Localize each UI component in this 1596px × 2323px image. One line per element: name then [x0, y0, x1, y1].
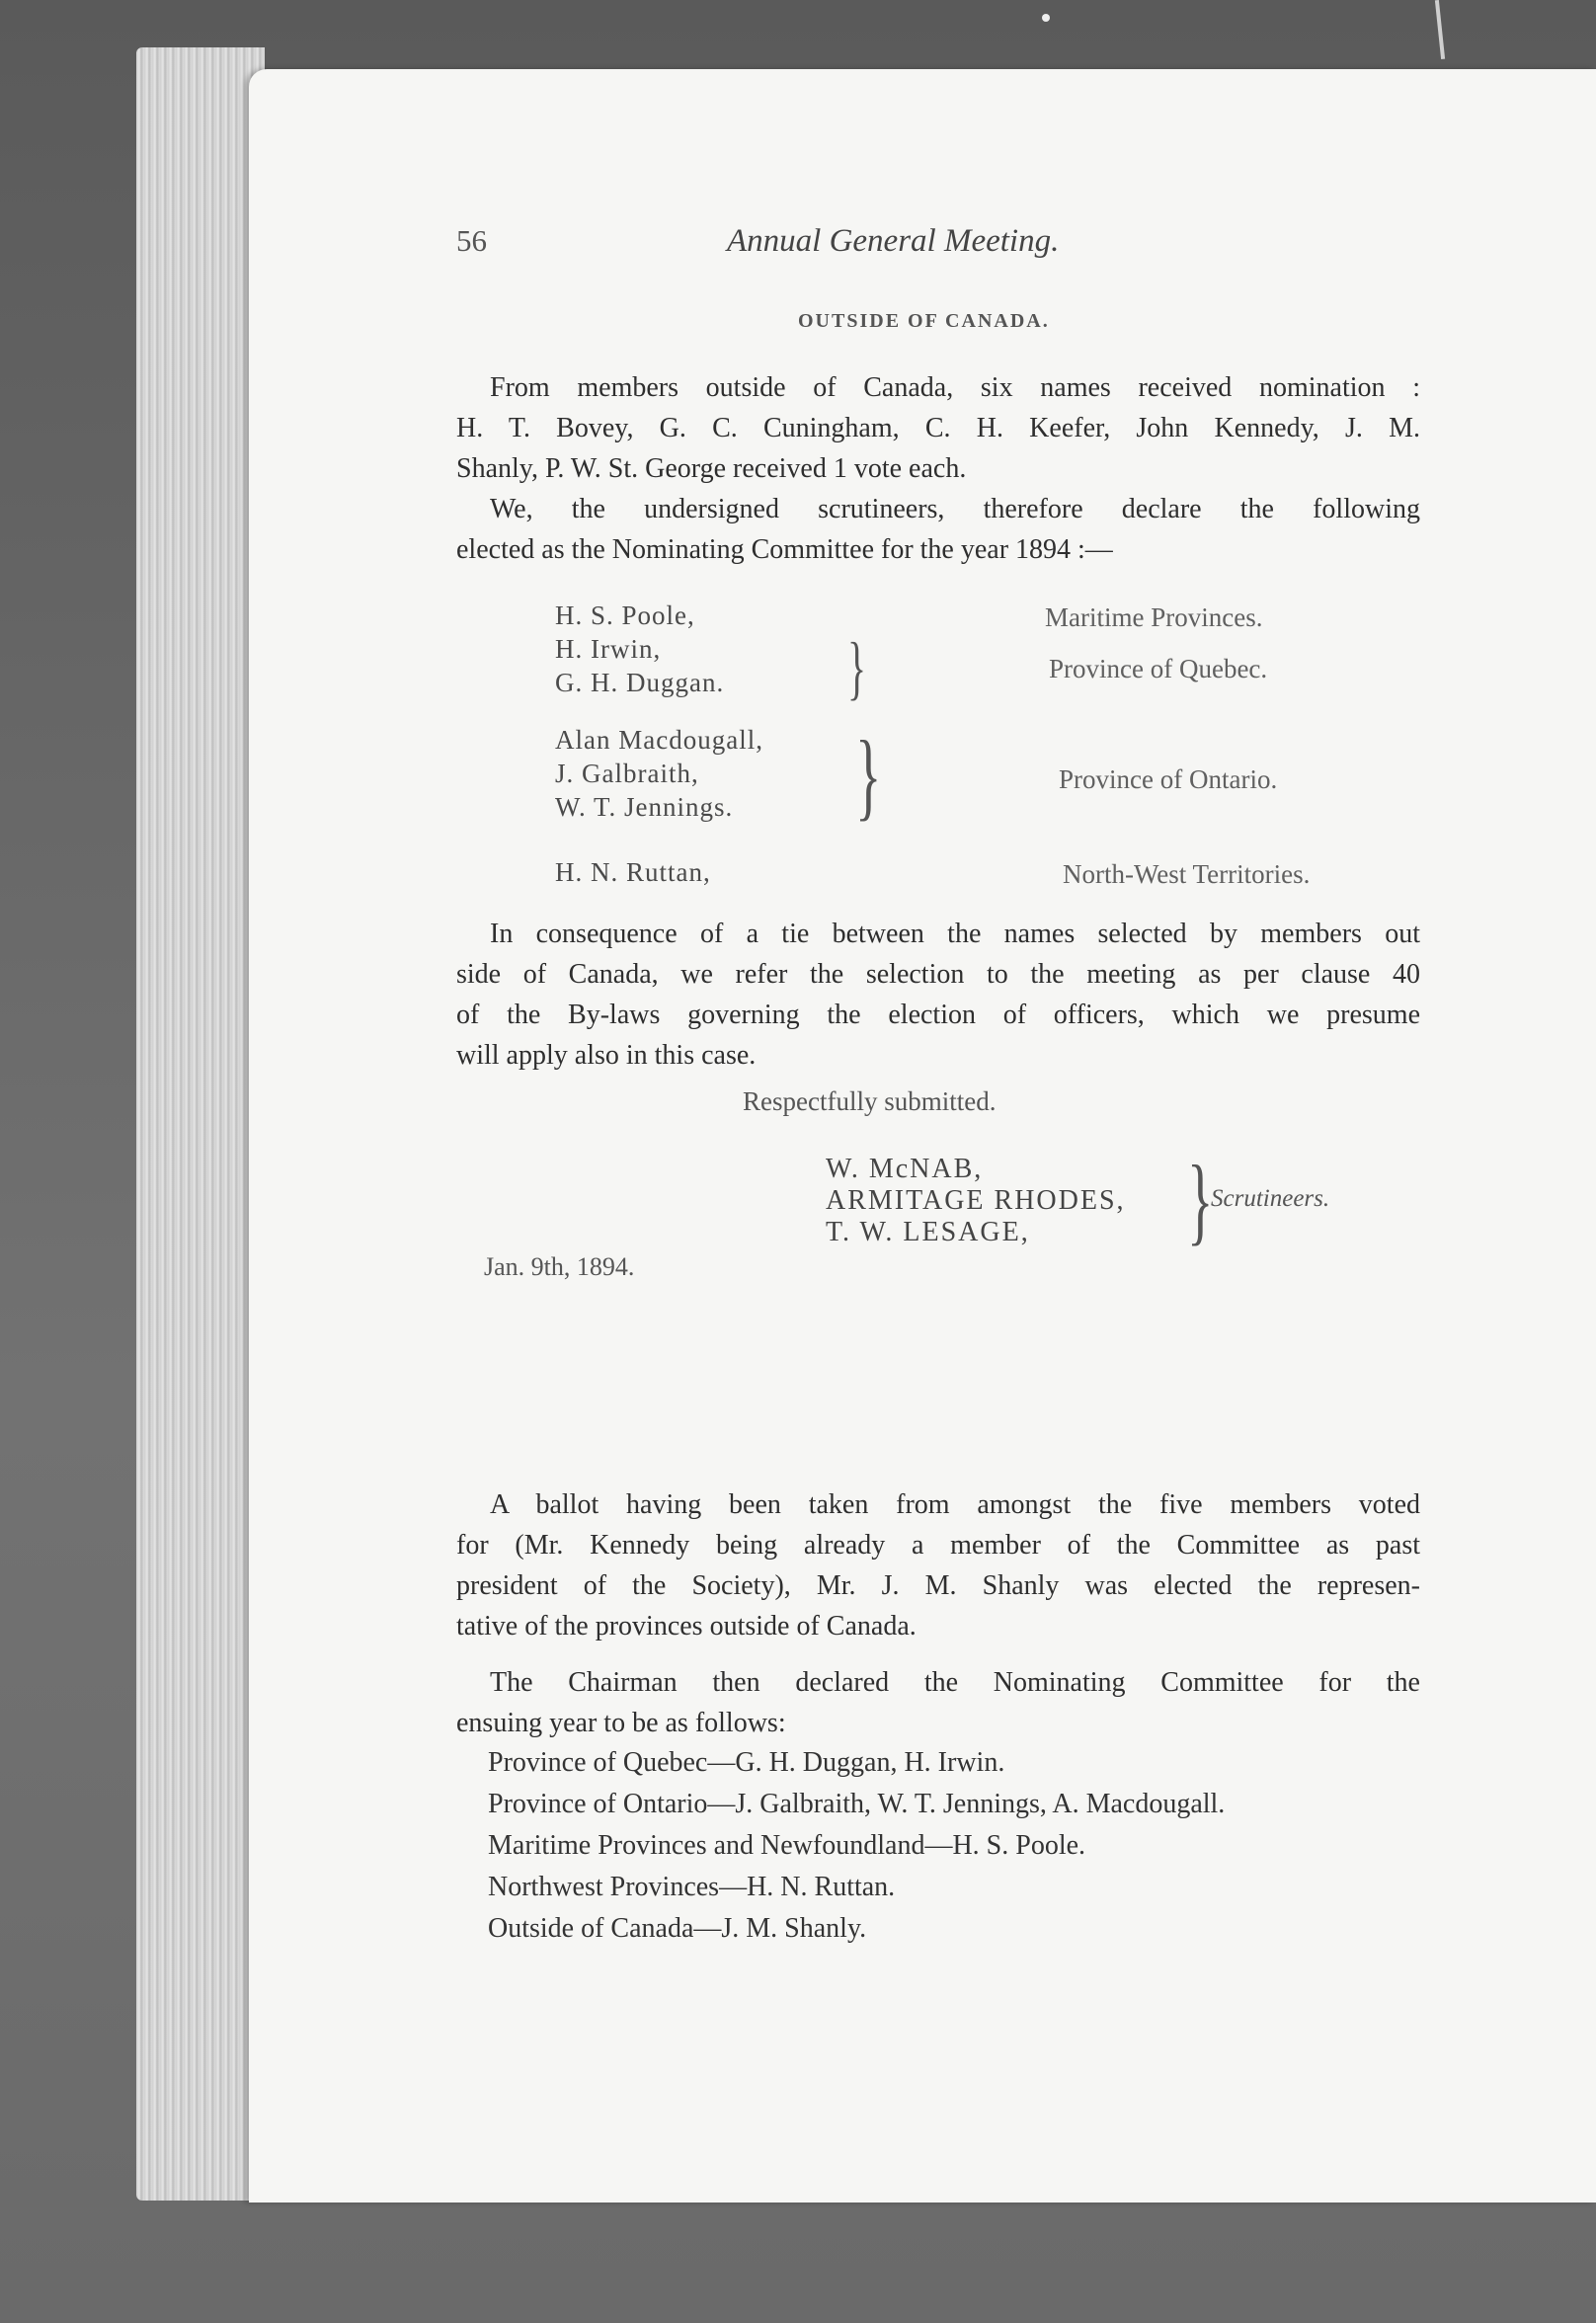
scrutineers-role: Scrutineers.	[1211, 1185, 1330, 1212]
committee-name: H. Irwin,	[555, 634, 662, 664]
signoff: Respectfully submitted.	[743, 1086, 997, 1116]
text-line: We, the undersigned scrutineers, therefore declare the following	[490, 494, 1420, 524]
committee-region: Maritime Provinces.	[1045, 602, 1263, 632]
section-heading: OUTSIDE OF CANADA.	[798, 310, 1050, 332]
book-page-edges	[136, 47, 265, 2201]
brace-quebec: }	[847, 628, 867, 707]
final-committee-line: Outside of Canada—J. M. Shanly.	[488, 1913, 867, 1944]
final-committee-line: Province of Quebec—G. H. Duggan, H. Irwin.	[488, 1747, 1005, 1778]
committee-region: North-West Territories.	[1063, 859, 1311, 889]
scrutineer-name: W. McNAB,	[826, 1154, 984, 1184]
committee-region: Province of Ontario.	[1059, 764, 1278, 794]
text-line: Shanly, P. W. St. George received 1 vote each.	[456, 453, 967, 484]
brace-scrutineers: }	[1187, 1145, 1214, 1254]
text-line: of the By-laws governing the election of officers, which we presume	[456, 1000, 1420, 1030]
final-committee-line: Maritime Provinces and Newfoundland—H. S. Poole.	[488, 1830, 1086, 1861]
committee-name: G. H. Duggan.	[555, 668, 725, 697]
dust-speck	[1042, 14, 1050, 22]
paragraph-ballot	[456, 1484, 1420, 1646]
committee-name: H. S. Poole,	[555, 601, 695, 630]
text-line: president of the Society), Mr. J. M. Shanly was elected the represen-	[456, 1570, 1420, 1601]
final-committee-line: Northwest Provinces—H. N. Ruttan.	[488, 1872, 896, 1902]
paragraph-chairman	[456, 1662, 1420, 1743]
scrutineer-name: ARMITAGE RHODES,	[826, 1185, 1126, 1216]
final-committee-line: Province of Ontario—J. Galbraith, W. T. Jennings, A. Macdougall.	[488, 1789, 1226, 1819]
committee-name: Alan Macdougall,	[555, 725, 763, 755]
brace-ontario: }	[855, 720, 882, 830]
paragraph-declaration	[456, 489, 1420, 570]
text-line: ensuing year to be as follows:	[456, 1708, 786, 1738]
committee-name: J. Galbraith,	[555, 759, 699, 788]
text-line: will apply also in this case.	[456, 1040, 757, 1071]
page-number: 56	[456, 223, 487, 258]
committee-name: W. T. Jennings.	[555, 792, 734, 822]
text-line: In consequence of a tie between the names selected by members out	[490, 919, 1420, 949]
text-line: A ballot having been taken from amongst the five members voted	[490, 1489, 1420, 1520]
running-title: Annual General Meeting.	[727, 223, 1060, 259]
text-line: The Chairman then declared the Nominating Committee for the	[490, 1667, 1420, 1698]
paragraph-nominations	[456, 367, 1420, 489]
text-line: H. T. Bovey, G. C. Cuningham, C. H. Keefer, John Kennedy, J. M.	[456, 413, 1420, 443]
paragraph-tie	[456, 914, 1420, 1076]
text-line: From members outside of Canada, six names received nomination :	[490, 372, 1420, 403]
text-line: side of Canada, we refer the selection to the meeting as per clause 40	[456, 959, 1420, 990]
text-line: elected as the Nominating Committee for the year 1894 :—	[456, 534, 1113, 565]
committee-name: H. N. Ruttan,	[555, 857, 711, 887]
scrutineer-name: T. W. LESAGE,	[826, 1217, 1030, 1247]
report-date: Jan. 9th, 1894.	[484, 1252, 635, 1281]
committee-region: Province of Quebec.	[1049, 654, 1268, 683]
text-line: tative of the provinces outside of Canada.	[456, 1611, 917, 1642]
text-line: for (Mr. Kennedy being already a member of the Committee as past	[456, 1530, 1420, 1561]
